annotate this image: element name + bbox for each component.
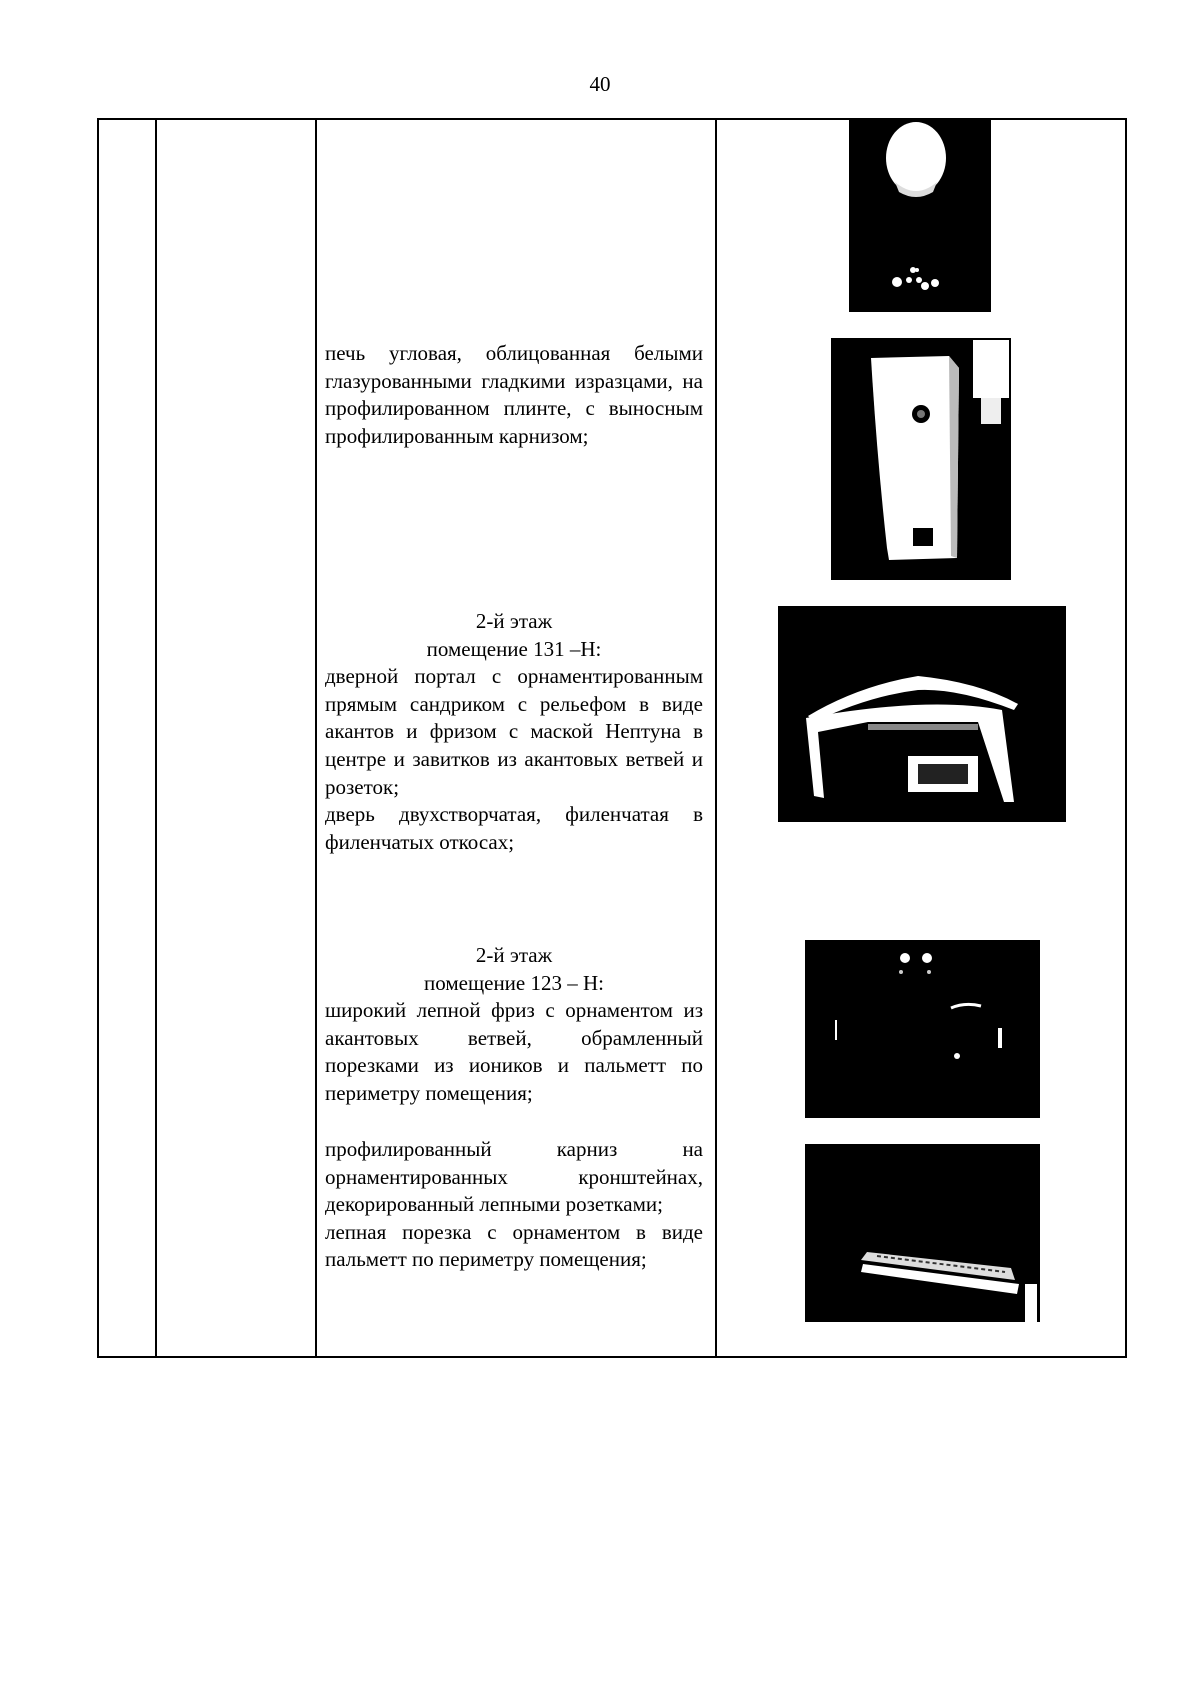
room-heading: помещение 123 – Н:	[424, 970, 604, 995]
photo-frieze	[805, 940, 1040, 1118]
photo-door-portal	[778, 606, 1066, 822]
entry-paragraph: дверь двухстворчатая, филенчатая в филенчатых откосах;	[325, 802, 703, 854]
column-divider	[715, 120, 717, 1356]
entry-paragraph: профилированный карниз на орнаментированных кронштейнах, декорированный лепными розетками;	[325, 1137, 703, 1217]
floor-heading: 2-й этаж	[475, 609, 553, 633]
entry-paragraph: дверной портал с орнаментированным прямым сандриком с рельефом в виде акантов и фризом с маской Нептуна в центре и завитков из акантовых ветвей и розеток;	[325, 664, 703, 799]
entry-paragraph: широкий лепной фриз с орнаментом из акантовых ветвей, обрамленный порезками из иоников и пальметт по периметру помещения;	[325, 998, 703, 1105]
entry-room-131	[325, 608, 703, 856]
page-number: 40	[589, 72, 611, 96]
entry-paragraph: лепная порезка с орнаментом в виде пальметт по периметру помещения;	[325, 1219, 703, 1272]
photo-cornice	[805, 1144, 1040, 1322]
entry-paragraph: печь угловая, облицованная белыми глазурованными гладкими изразцами, на профилированном плинте, с выносным профилированным карнизом;	[325, 341, 703, 448]
entry-cornice	[325, 1136, 703, 1274]
photo-corner-stove	[831, 338, 1011, 580]
column-divider	[315, 120, 317, 1356]
room-heading: помещение 131 –Н:	[426, 636, 602, 661]
floor-heading: 2-й этаж	[475, 943, 553, 967]
column-divider	[155, 120, 157, 1356]
photo-decor-detail	[849, 120, 991, 312]
entry-room-123	[325, 942, 703, 1108]
entry-stove	[325, 340, 703, 450]
